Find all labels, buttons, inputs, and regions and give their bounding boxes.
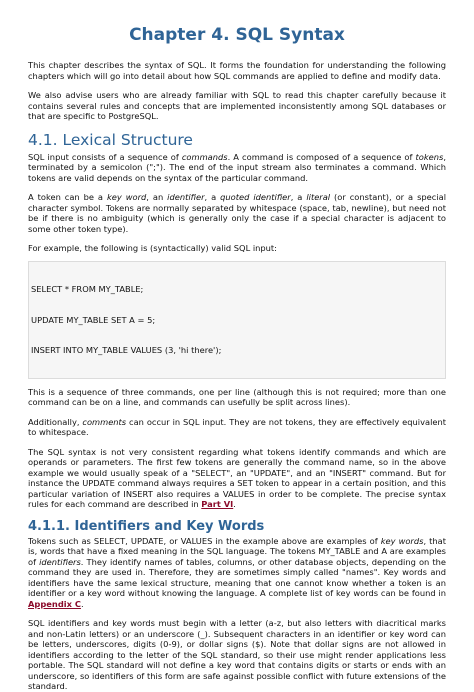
term-identifiers: identifiers	[39, 556, 81, 567]
term-key-word: key word	[106, 192, 147, 202]
lexical-paragraph-4: This is a sequence of three commands, one per line (although this is not required; more than one command can be on a line, and commands can usefully be split across lines).	[28, 386, 446, 408]
section-heading-identifiers-key-words: 4.1.1. Identifiers and Key Words	[28, 518, 265, 534]
lexical-paragraph-6: The SQL syntax is not very consistent regarding what tokens identify commands and which are operands or parameters. The first few tokens are generally the command name, so in the above example we would usually speak of a "SELECT", an "UPDATE", and an "INSERT" command. But for instance the UPDATE command always requires a SET token to appear in a certain position, and this particular variation of INSERT also requires a VALUES in order to be complete. The precise syntax rules for each command are described in Part VI.	[28, 446, 446, 510]
part-vi-link[interactable]: Part VI	[201, 499, 234, 510]
lexical-paragraph-2: A token can be a key word, an identifier, a quoted identifier, a literal (or constant), or a special character symbol. Tokens are normally separated by whitespace (space, tab, newline), but need not be if there is no ambiguity (which is generally only the case if a special character is adjacent to some other token type).	[28, 192, 447, 234]
chapter-title: Chapter 4. SQL Syntax	[129, 25, 345, 45]
term-commands: commands	[181, 151, 228, 162]
identifiers-paragraph-2: SQL identifiers and key words must begin with a letter (a-z, but also letters with diacritical marks and non-Latin letters) or an underscore (_). Subsequent characters in an identifier or key word can be letters, underscores, digits (0-9), or dollar signs ($). Note that dollar signs are not allowed in identifiers according to the letter of the SQL standard, so their use might render applications less portable. The SQL standard will not define a key word that contains digits or starts or ends with an underscore, so identifiers of this form are safe against possible conflict with future extensions of the standard.	[28, 618, 446, 692]
term-literal: literal	[306, 192, 331, 202]
intro-paragraph-2: We also advise users who are already familiar with SQL to read this chapter carefully because it contains several rules and concepts that are implemented inconsistently among SQL databases or that are specific to PostgreSQL.	[28, 90, 446, 121]
identifiers-paragraph-1: Tokens such as SELECT, UPDATE, or VALUES in the example above are examples of key words, that is, words that have a fixed meaning in the SQL language. The tokens MY_TABLE and A are examples of identifiers. They identify names of tables, columns, or other database objects, depending on the command they are used in. Therefore, they are sometimes simply called "names". Key words and identifiers have the same lexical structure, meaning that one cannot know whether a token is an identifier or a key word without knowing the language. A complete list of key words can be found in Appendix C.	[28, 535, 446, 609]
lexical-paragraph-5: Additionally, comments can occur in SQL input. They are not tokens, they are effectively equivalent to whitespace.	[28, 416, 446, 438]
term-identifier: identifier	[167, 192, 205, 202]
lexical-paragraph-3: For example, the following is (syntactically) valid SQL input:	[28, 243, 277, 253]
term-comments: comments	[82, 416, 127, 427]
term-tokens: tokens	[415, 151, 444, 162]
intro-paragraph-1: This chapter describes the syntax of SQL. It forms the foundation for understanding the following chapters which will go into detail about how SQL commands are applied to define and modify data.	[28, 60, 446, 81]
code-line: UPDATE MY_TABLE SET A = 5;	[31, 314, 156, 325]
document-page	[28, 24, 446, 692]
term-key-words: key words	[380, 535, 424, 546]
code-line: SELECT * FROM MY_TABLE;	[31, 283, 144, 294]
lexical-paragraph-1: SQL input consists of a sequence of commands. A command is composed of a sequence of tokens, terminated by a semicolon (";"). The end of the input stream also terminates a command. Which tokens are valid depends on the syntax of the particular command.	[28, 151, 446, 183]
term-quoted-identifier: quoted identifier	[220, 192, 291, 202]
section-heading-lexical-structure: 4.1. Lexical Structure	[28, 130, 193, 149]
code-line: INSERT INTO MY_TABLE VALUES (3, 'hi there');	[31, 345, 222, 356]
code-example-block	[28, 261, 446, 379]
appendix-c-link[interactable]: Appendix C	[28, 598, 81, 609]
